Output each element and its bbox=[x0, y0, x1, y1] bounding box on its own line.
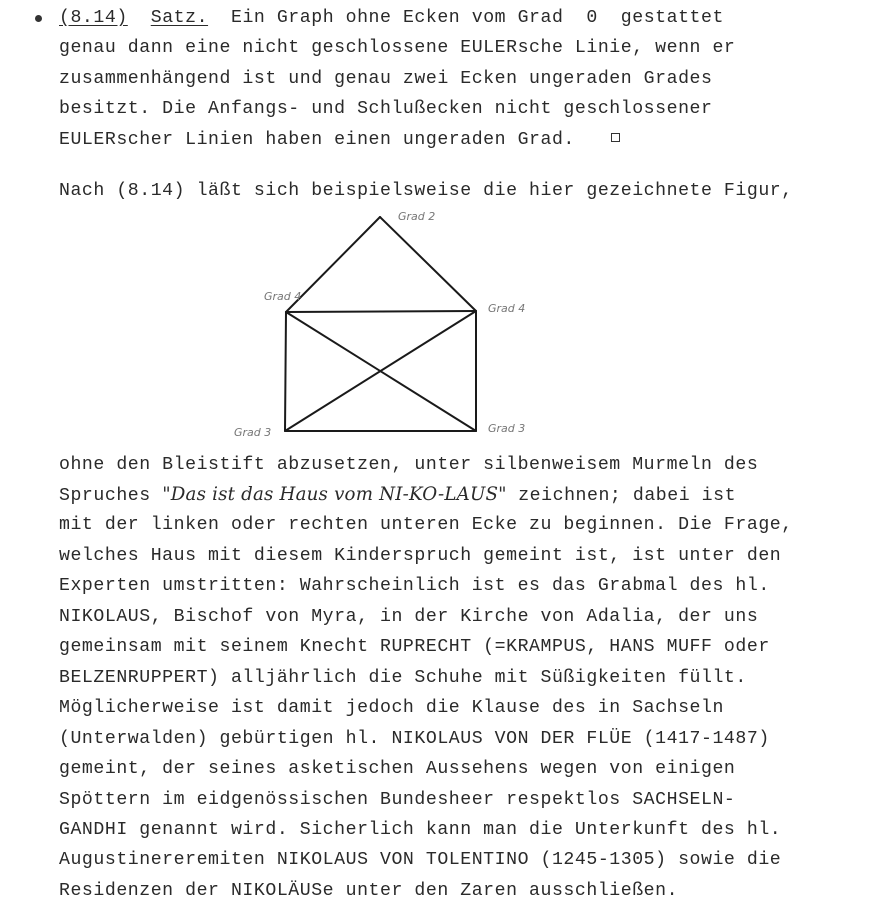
label-upper-right-vertex: Grad 4 bbox=[488, 302, 526, 315]
body-line-8: BELZENRUPPERT) alljährlich die Schuhe mit Süßigkeiten füllt. bbox=[59, 668, 747, 688]
body-line-7: gemeinsam mit seinem Knecht RUPRECHT (=KRAMPUS, HANS MUFF oder bbox=[59, 637, 770, 657]
body-line-9: Möglicherweise ist damit jedoch die Klause des in Sachseln bbox=[59, 698, 724, 718]
body-line-5: Experten umstritten: Wahrscheinlich ist es das Grabmal des hl. bbox=[59, 576, 770, 596]
label-lower-right-vertex: Grad 3 bbox=[488, 422, 526, 435]
theorem-number: (8.14) bbox=[59, 8, 128, 28]
theorem-line-3: zusammenhängend ist und genau zwei Ecken ungeraden Grades bbox=[59, 69, 713, 89]
body-text: zeichnen; dabei ist bbox=[506, 486, 737, 506]
body-line-6: NIKOLAUS, Bischof von Myra, in der Kirche von Adalia, der uns bbox=[59, 607, 759, 627]
body-line-11: gemeint, der seines asketischen Aussehens wegen von einigen bbox=[59, 759, 736, 779]
graph-drawing bbox=[220, 200, 560, 450]
label-lower-left-vertex: Grad 3 bbox=[234, 426, 272, 439]
body-line-12: Spöttern im eidgenössischen Bundesheer respektlos SACHSELN- bbox=[59, 790, 736, 810]
qed-square-icon bbox=[611, 133, 620, 142]
theorem-line-4: besitzt. Die Anfangs- und Schlußecken nicht geschlossener bbox=[59, 99, 713, 119]
body-line-2 bbox=[59, 480, 736, 510]
body-line-15: Residenzen der NIKOLÄUSe unter den Zaren ausschließen. bbox=[59, 881, 679, 901]
body-text: Spruches bbox=[59, 486, 163, 506]
theorem-line-5 bbox=[59, 125, 620, 155]
haus-vom-nikolaus-figure bbox=[220, 200, 560, 450]
theorem-line-2: genau dann eine nicht geschlossene EULERsche Linie, wenn er bbox=[59, 38, 736, 58]
label-upper-left-vertex: Grad 4 bbox=[264, 290, 302, 303]
theorem-label: Satz. bbox=[150, 8, 209, 28]
body-line-4: welches Haus mit diesem Kinderspruch gemeint ist, ist unter den bbox=[59, 546, 782, 566]
intro-line: Nach (8.14) läßt sich beispielsweise die hier gezeichnete Figur, bbox=[59, 181, 793, 201]
bullet-icon bbox=[35, 15, 42, 22]
body-line-10: (Unterwalden) gebürtigen hl. NIKOLAUS VON DER FLÜE (1417-1487) bbox=[59, 729, 770, 749]
body-line-3: mit der linken oder rechten unteren Ecke zu beginnen. Die Frage, bbox=[59, 515, 793, 535]
theorem-text: EULERscher Linien haben einen ungeraden Grad. bbox=[59, 130, 575, 150]
nikolaus-quote: "Das ist das Haus vom NI-KO-LAUS" bbox=[162, 484, 507, 505]
body-line-13: GANDHI genannt wird. Sicherlich kann man die Unterkunft des hl. bbox=[59, 820, 782, 840]
body-line-14: Augustinereremiten NIKOLAUS VON TOLENTINO (1245-1305) sowie die bbox=[59, 850, 782, 870]
body-line-1: ohne den Bleistift abzusetzen, unter silbenweisem Murmeln des bbox=[59, 455, 759, 475]
theorem-line-1 bbox=[59, 3, 724, 33]
theorem-text: Ein Graph ohne Ecken vom Grad 0 gestattet bbox=[208, 8, 724, 28]
label-top-vertex: Grad 2 bbox=[398, 210, 436, 223]
